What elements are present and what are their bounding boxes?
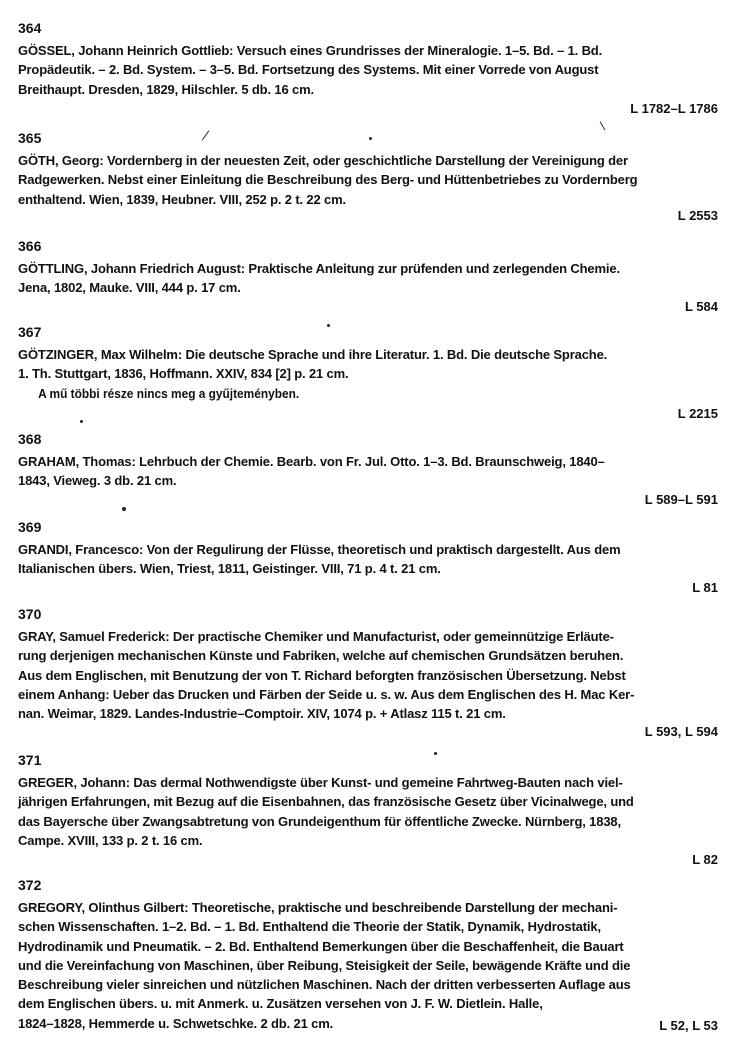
entry-line: GRAHAM, Thomas: Lehrbuch der Chemie. Bearb. von Fr. Jul. Otto. 1–3. Bd. Braunschweig, 1840–	[18, 454, 605, 469]
entry-line: dem Englischen übers. u. mit Anmerk. u. Zusätzen versehen von J. F. W. Dietlein. Halle,	[18, 996, 543, 1012]
entry-number: 371	[18, 752, 42, 768]
entry-number: 365	[18, 130, 42, 146]
entry-line: Breithaupt. Dresden, 1829, Hilschler. 5 db. 16 cm.	[18, 81, 314, 97]
shelf-signature: L 2553	[677, 208, 718, 223]
scan-speck	[327, 324, 330, 327]
entry-line: GRAY, Samuel Frederick: Der practische Chemiker und Manufacturist, oder gemeinnützige Erläute-	[18, 629, 614, 644]
scan-speck	[369, 137, 372, 140]
scan-speck	[434, 752, 437, 755]
entry-line: GÖTH, Georg: Vordernberg in der neuesten Zeit, oder geschichtliche Darstellung der Vereinigung der	[18, 153, 628, 168]
shelf-signature: L 1782–L 1786	[630, 101, 718, 116]
entry-number: 364	[18, 20, 42, 36]
entry-description	[18, 41, 718, 99]
shelf-signature: L 2215	[677, 406, 718, 421]
entry-number: 366	[18, 238, 42, 254]
entry-number: 369	[18, 519, 42, 535]
entry-description	[18, 259, 718, 298]
entry-line: 1824–1828, Hemmerde u. Schwetschke. 2 db. 21 cm.	[18, 1015, 334, 1031]
shelf-signature: L 593, L 594	[644, 724, 718, 739]
shelf-signature: L 589–L 591	[644, 492, 718, 507]
entry-line: GÖTTLING, Johann Friedrich August: Praktische Anleitung zur prüfenden und zerlegenden Chemie.	[18, 261, 620, 276]
shelf-signature: L 81	[692, 580, 718, 595]
entry-line: Propädeutik. – 2. Bd. System. – 3–5. Bd. Fortsetzung des Systems. Mit einer Vorrede von August	[18, 62, 599, 78]
entry-description	[18, 898, 718, 1033]
entry-description	[18, 773, 718, 850]
entry-number: 367	[18, 324, 42, 340]
entry-line: jährigen Erfahrungen, mit Bezug auf die Eisenbahnen, das französische Gesetz über Vicinalwege, und	[18, 794, 634, 810]
entry-line: rung derjenigen mechanischen Künste und Fabriken, welche auf chemischen Grundsätzen beruhen.	[18, 648, 624, 664]
entry-line: Hydrodinamik und Pneumatik. – 2. Bd. Enthaltend Bemerkungen über die Beschaffenheit, die Bauart	[18, 938, 624, 954]
entry-line: und die Vereinfachung von Maschinen, über Reibung, Steisigkeit der Seile, bewägende Kräfte und die	[18, 957, 631, 973]
entry-line: Campe. XVIII, 133 p. 2 t. 16 cm.	[18, 832, 203, 848]
entry-line: schen Wissenschaften. 1–2. Bd. – 1. Bd. Enthaltend die Theorie der Statik, Dynamik, Hydrostatik,	[18, 919, 601, 935]
shelf-signature: L 584	[684, 299, 718, 314]
entry-line: Beschreibung vieler sinreichen und nützlichen Maschinen. Nach der dritten verbesserten Auflage aus	[18, 977, 631, 993]
entry-description	[18, 540, 718, 579]
entry-line: nan. Weimar, 1829. Landes-Industrie–Comptoir. XIV, 1074 p. + Atlasz 115 t. 21 cm.	[18, 706, 506, 722]
entry-description	[18, 345, 718, 384]
entry-367	[18, 324, 718, 424]
entry-line: 1. Th. Stuttgart, 1836, Hoffmann. XXIV, 834 [2] p. 21 cm.	[18, 366, 349, 382]
shelf-signature: L 82	[692, 852, 718, 867]
entry-line: Jena, 1802, Mauke. VIII, 444 p. 17 cm.	[18, 280, 241, 296]
entry-368	[18, 431, 718, 511]
entry-line: GRANDI, Francesco: Von der Regulirung der Flüsse, theoretisch und praktisch dargestellt. Aus dem	[18, 542, 621, 557]
entry-line: GREGER, Johann: Das dermal Nothwendigste über Kunst- und gemeine Fahrtweg-Bauten nach viel-	[18, 775, 623, 790]
shelf-signature: L 52, L 53	[659, 1018, 718, 1033]
entry-line: enthaltend. Wien, 1839, Heubner. VIII, 252 p. 2 t. 22 cm.	[18, 191, 347, 207]
entry-number: 372	[18, 877, 42, 893]
collection-note: A mű többi része nincs meg a gyűjteményben.	[38, 385, 300, 401]
entry-371	[18, 752, 718, 872]
entry-364	[18, 20, 718, 120]
entry-line: Radgewerken. Nebst einer Einleitung die Beschreibung des Berg- und Hüttenbetriebes zu Vordernberg	[18, 172, 638, 188]
entry-line: 1843, Vieweg. 3 db. 21 cm.	[18, 473, 177, 489]
entry-description	[18, 452, 718, 491]
scan-speck	[80, 420, 83, 423]
entry-line: einem Anhang: Ueber das Drucken und Färben der Seide u. s. w. Aus dem Englischen des H. Mac Ker-	[18, 686, 635, 702]
entry-number: 368	[18, 431, 42, 447]
entry-description	[18, 627, 718, 723]
entry-line: GÖTZINGER, Max Wilhelm: Die deutsche Sprache und ihre Literatur. 1. Bd. Die deutsche Sprache.	[18, 347, 608, 362]
entry-number: 370	[18, 606, 42, 622]
entry-line: das Bayersche über Zwangsabtretung von Grundeigenthum für öffentliche Zwecke. Nürnberg, 1838,	[18, 813, 621, 829]
entry-369	[18, 519, 718, 599]
entry-line: GREGORY, Olinthus Gilbert: Theoretische, praktische und beschreibende Darstellung der mechani-	[18, 900, 618, 915]
entry-line: GÖSSEL, Johann Heinrich Gottlieb: Versuch eines Grundrisses der Mineralogie. 1–5. Bd. – 1. Bd.	[18, 43, 603, 58]
entry-365	[18, 130, 718, 225]
entry-line: Italianischen übers. Wien, Triest, 1811, Geistinger. VIII, 71 p. 4 t. 21 cm.	[18, 561, 441, 577]
entry-370	[18, 606, 718, 746]
entry-description	[18, 151, 718, 209]
entry-366	[18, 238, 718, 313]
scan-speck	[122, 507, 126, 511]
entry-line: Aus dem Englischen, mit Benutzung der von T. Richard beforgten französischen Übersetzung. Nebst	[18, 667, 626, 683]
entry-372	[18, 877, 718, 1037]
